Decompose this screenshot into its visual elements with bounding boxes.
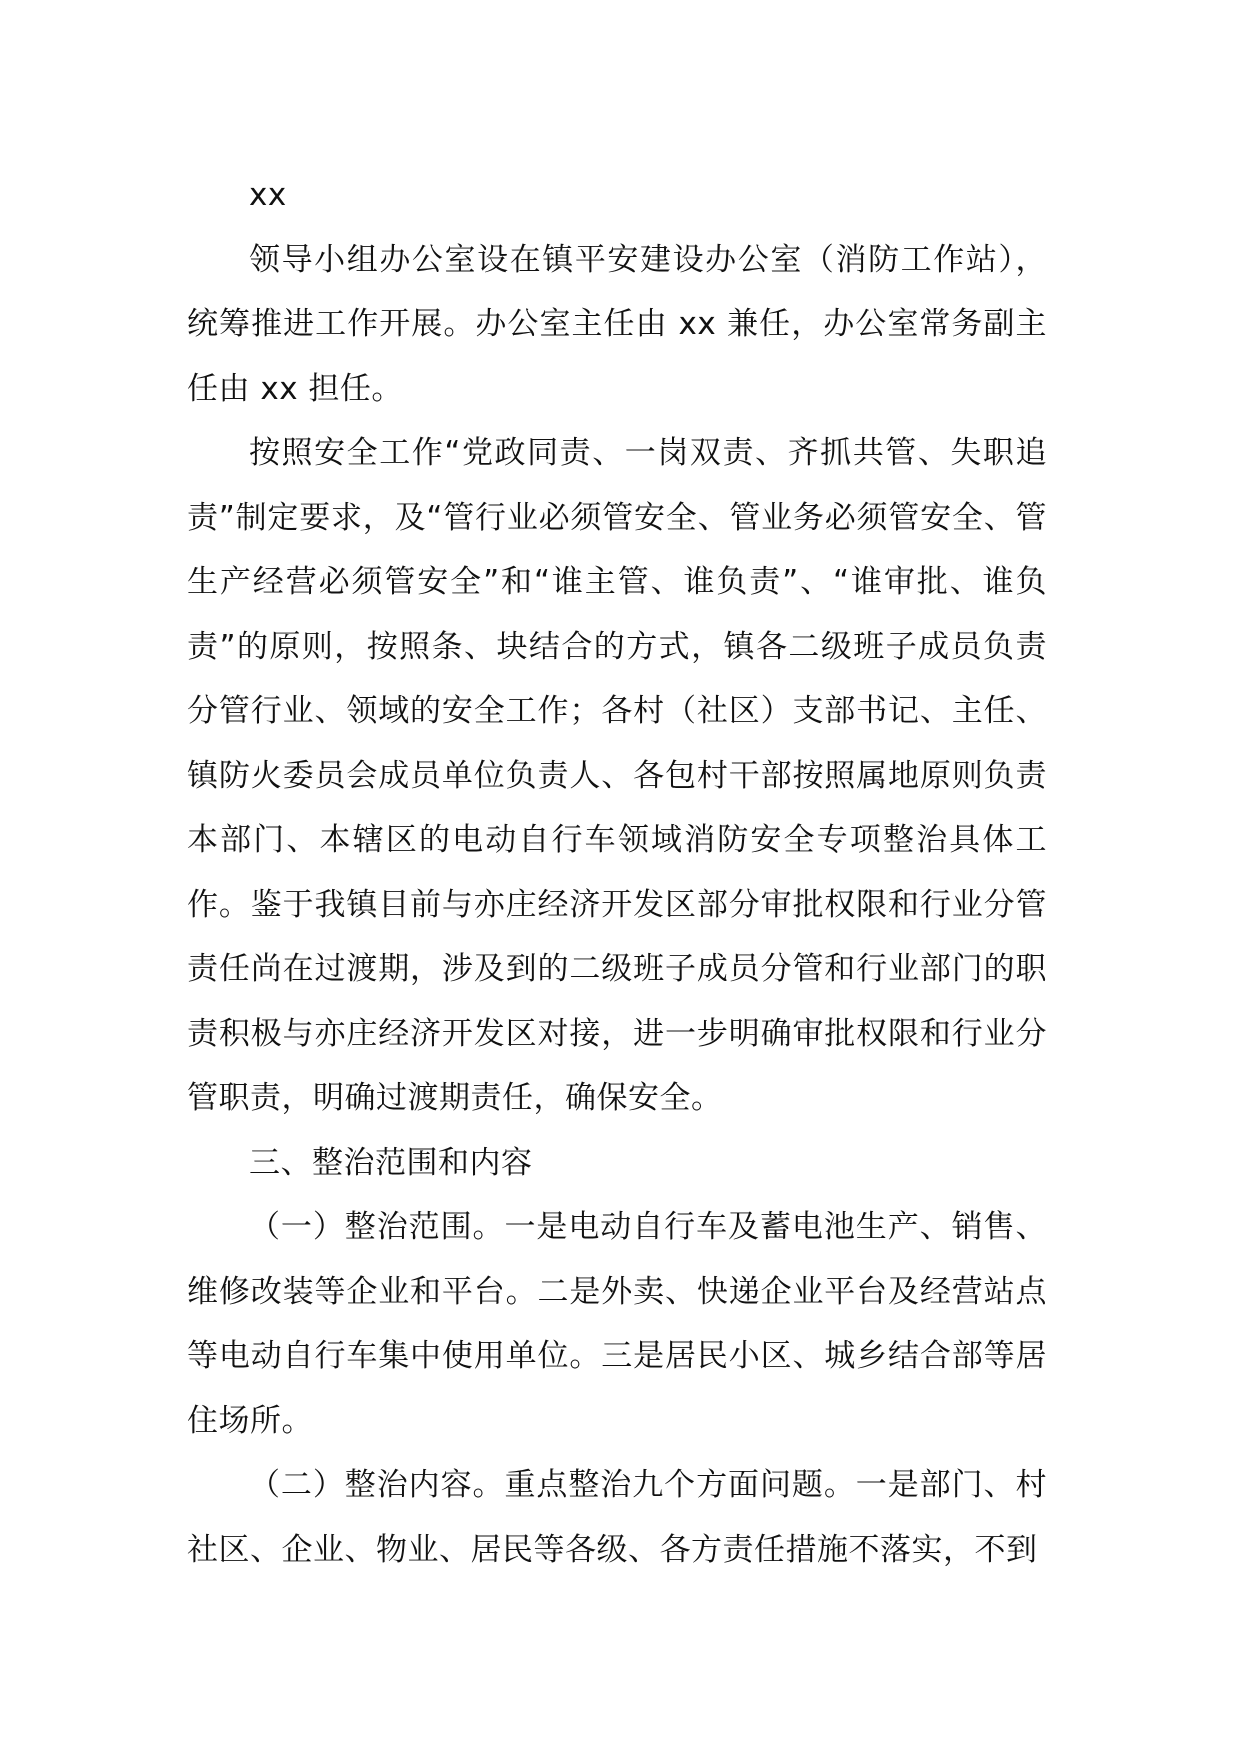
document-body <box>187 163 1047 1582</box>
paragraph-rectification-scope: （一）整治范围。一是电动自行车及蓄电池生产、销售、维修改装等企业和平台。二是外卖、快递企业平台及经营站点等电动自行车集中使用单位。三是居民小区、城乡结合部等居住场所。 <box>187 1209 1047 1439</box>
section-heading-scope-content: 三、整治范围和内容 <box>249 1144 533 1181</box>
paragraph-office-setup: 领导小组办公室设在镇平安建设办公室（消防工作站），统筹推进工作开展。办公室主任由 xx 兼任，办公室常务副主任由 xx 担任。 <box>187 241 1047 407</box>
paragraph-responsibility: 按照安全工作“党政同责、一岗双责、齐抓共管、失职追责”制定要求，及“管行业必须管安全、管业务必须管安全、管生产经营必须管安全”和“谁主管、谁负责”、“谁审批、谁负责”的原则，按照条、块结合的方式，镇各二级班子成员负责分管行业、领域的安全工作；各村（社区）支部书记、主任、镇防火委员会成员单位负责人、各包村干部按照属地原则负责本部门、本辖区的电动自行车领域消防安全专项整治具体工作。鉴于我镇目前与亦庄经济开发区部分审批权限和行业分管责任尚在过渡期，涉及到的二级班子成员分管和行业部门的职责积极与亦庄经济开发区对接，进一步明确审批权限和行业分管职责，明确过渡期责任，确保安全。 <box>187 435 1047 1116</box>
paragraph-rectification-content: （二）整治内容。重点整治九个方面问题。一是部门、村社区、企业、物业、居民等各级、各方责任措施不落实，不到 <box>187 1467 1047 1568</box>
paragraph-name-line: xx <box>249 177 287 213</box>
